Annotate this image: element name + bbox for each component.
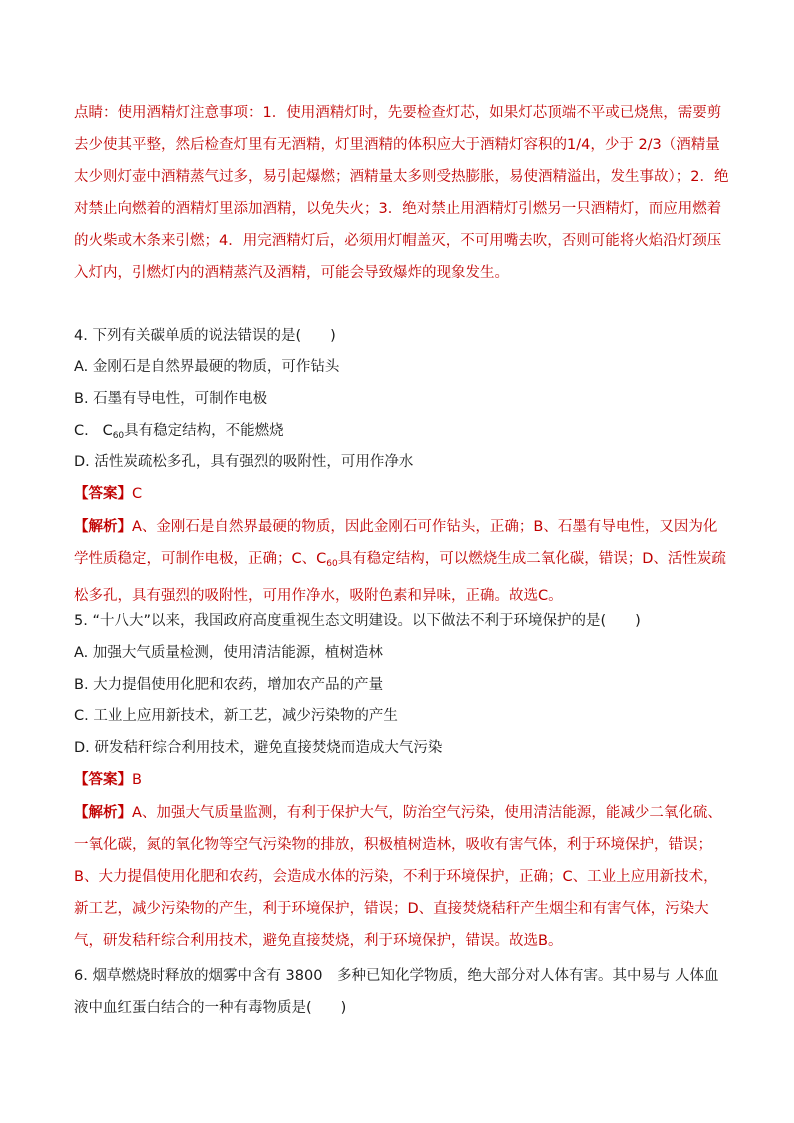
q5-answer-label: 【答案】	[74, 772, 132, 788]
tip-paragraph	[74, 97, 729, 289]
tip-label: 点睛：	[74, 105, 118, 121]
q4-option-c-text: 具有稳定结构，不能燃烧	[124, 423, 284, 439]
q4-analysis-label: 【解析】	[74, 519, 132, 535]
q4-option-c-formula: C	[102, 423, 113, 439]
question-5-stem: 5. “十八大”以来，我国政府高度重视生态文明建设。以下做法不利于环境保护的是( )	[74, 613, 641, 629]
q4-option-c	[74, 421, 729, 446]
q4-analysis-part1: A、金刚石是自然界最硬的物质，因此金刚石可作钻头，正确；B、石墨有导电性，又因为化学性质稳定，可制作电极，正确；C、C	[74, 519, 718, 567]
q4-option-a: A. 金刚石是自然界最硬的物质，可作钻头	[74, 359, 340, 375]
q5-analysis-text: A、加强大气质量监测，有利于保护大气，防治空气污染，使用清洁能源，能减少二氧化硫、一氧化碳，氮的氧化物等空气污染物的排放，积极植树造林，吸收有害气体，利于环境保护，错误；B、大力提倡使用化肥和农药，会造成水体的污染，不利于环境保护，正确；C、工业上应用新技术，新工艺，减少污染物的产生，利于环境保护，错误；D、直接焚烧秸秆产生烟尘和有害气体，污染大气，研发秸秆综合利用技术，避免直接焚烧，利于环境保护，错误。故选B。	[74, 805, 722, 949]
q4-analysis	[74, 511, 729, 612]
q4-option-c-prefix: C.	[74, 423, 89, 439]
q4-option-d: D. 活性炭疏松多孔，具有强烈的吸附性，可用作净水	[74, 454, 414, 470]
q5-option-b: B. 大力提倡使用化肥和农药，增加农产品的产量	[74, 677, 384, 693]
tip-text: 使用酒精灯注意事项：1．使用酒精灯时，先要检查灯芯，如果灯芯顶端不平或已烧焦，需要剪去少使其平整，然后检查灯里有无酒精，灯里酒精的体积应大于酒精灯容积的1/4，少于 2/3（酒精量太少则灯壶中酒精蒸气过多，易引起爆燃；酒精量太多则受热膨胀，易使酒精溢出，发生事故）；2．绝对禁止向燃着的酒精灯里添加酒精，以免失火；3．绝对禁止用酒精灯引燃另一只酒精灯，而应用燃着的火柴或木条来引燃；4．用完酒精灯后，必须用灯帽盖灭，不可用嘴去吹，否则可能将火焰沿灯颈压入灯内，引燃灯内的酒精蒸汽及酒精，可能会导致爆炸的现象发生。	[74, 105, 729, 281]
question-4-stem: 4. 下列有关碳单质的说法错误的是( )	[74, 328, 336, 344]
q4-option-c-subscript: 60	[112, 431, 125, 441]
q5-option-a: A. 加强大气质量检测，使用清洁能源，植树造林	[74, 645, 383, 661]
q5-answer-value: B	[132, 772, 142, 788]
q4-analysis-subscript: 60	[326, 559, 338, 569]
q5-analysis	[74, 797, 729, 957]
q4-option-b: B. 石墨有导电性，可制作电极	[74, 391, 268, 407]
q4-analysis-part2: 具有稳定结构，可以燃烧生成二氧化碳，错误；D、活性炭疏松多孔，具有强烈的吸附性，可用作净水，吸附色素和异味，正确。故选C。	[74, 551, 726, 604]
q4-answer-label: 【答案】	[74, 486, 132, 502]
q5-answer	[74, 770, 729, 790]
question-6-stem: 6. 烟草燃烧时释放的烟雾中含有 3800 多种已知化学物质，绝大部分对人体有害。其中易与 人体血液中血红蛋白结合的一种有毒物质是( )	[74, 968, 719, 1016]
q5-analysis-label: 【解析】	[74, 805, 132, 821]
q4-answer-value: C	[132, 486, 143, 502]
q4-answer	[74, 484, 729, 504]
q5-option-d: D. 研发秸秆综合利用技术，避免直接焚烧而造成大气污染	[74, 740, 443, 756]
q5-option-c: C. 工业上应用新技术，新工艺，减少污染物的产生	[74, 708, 398, 724]
